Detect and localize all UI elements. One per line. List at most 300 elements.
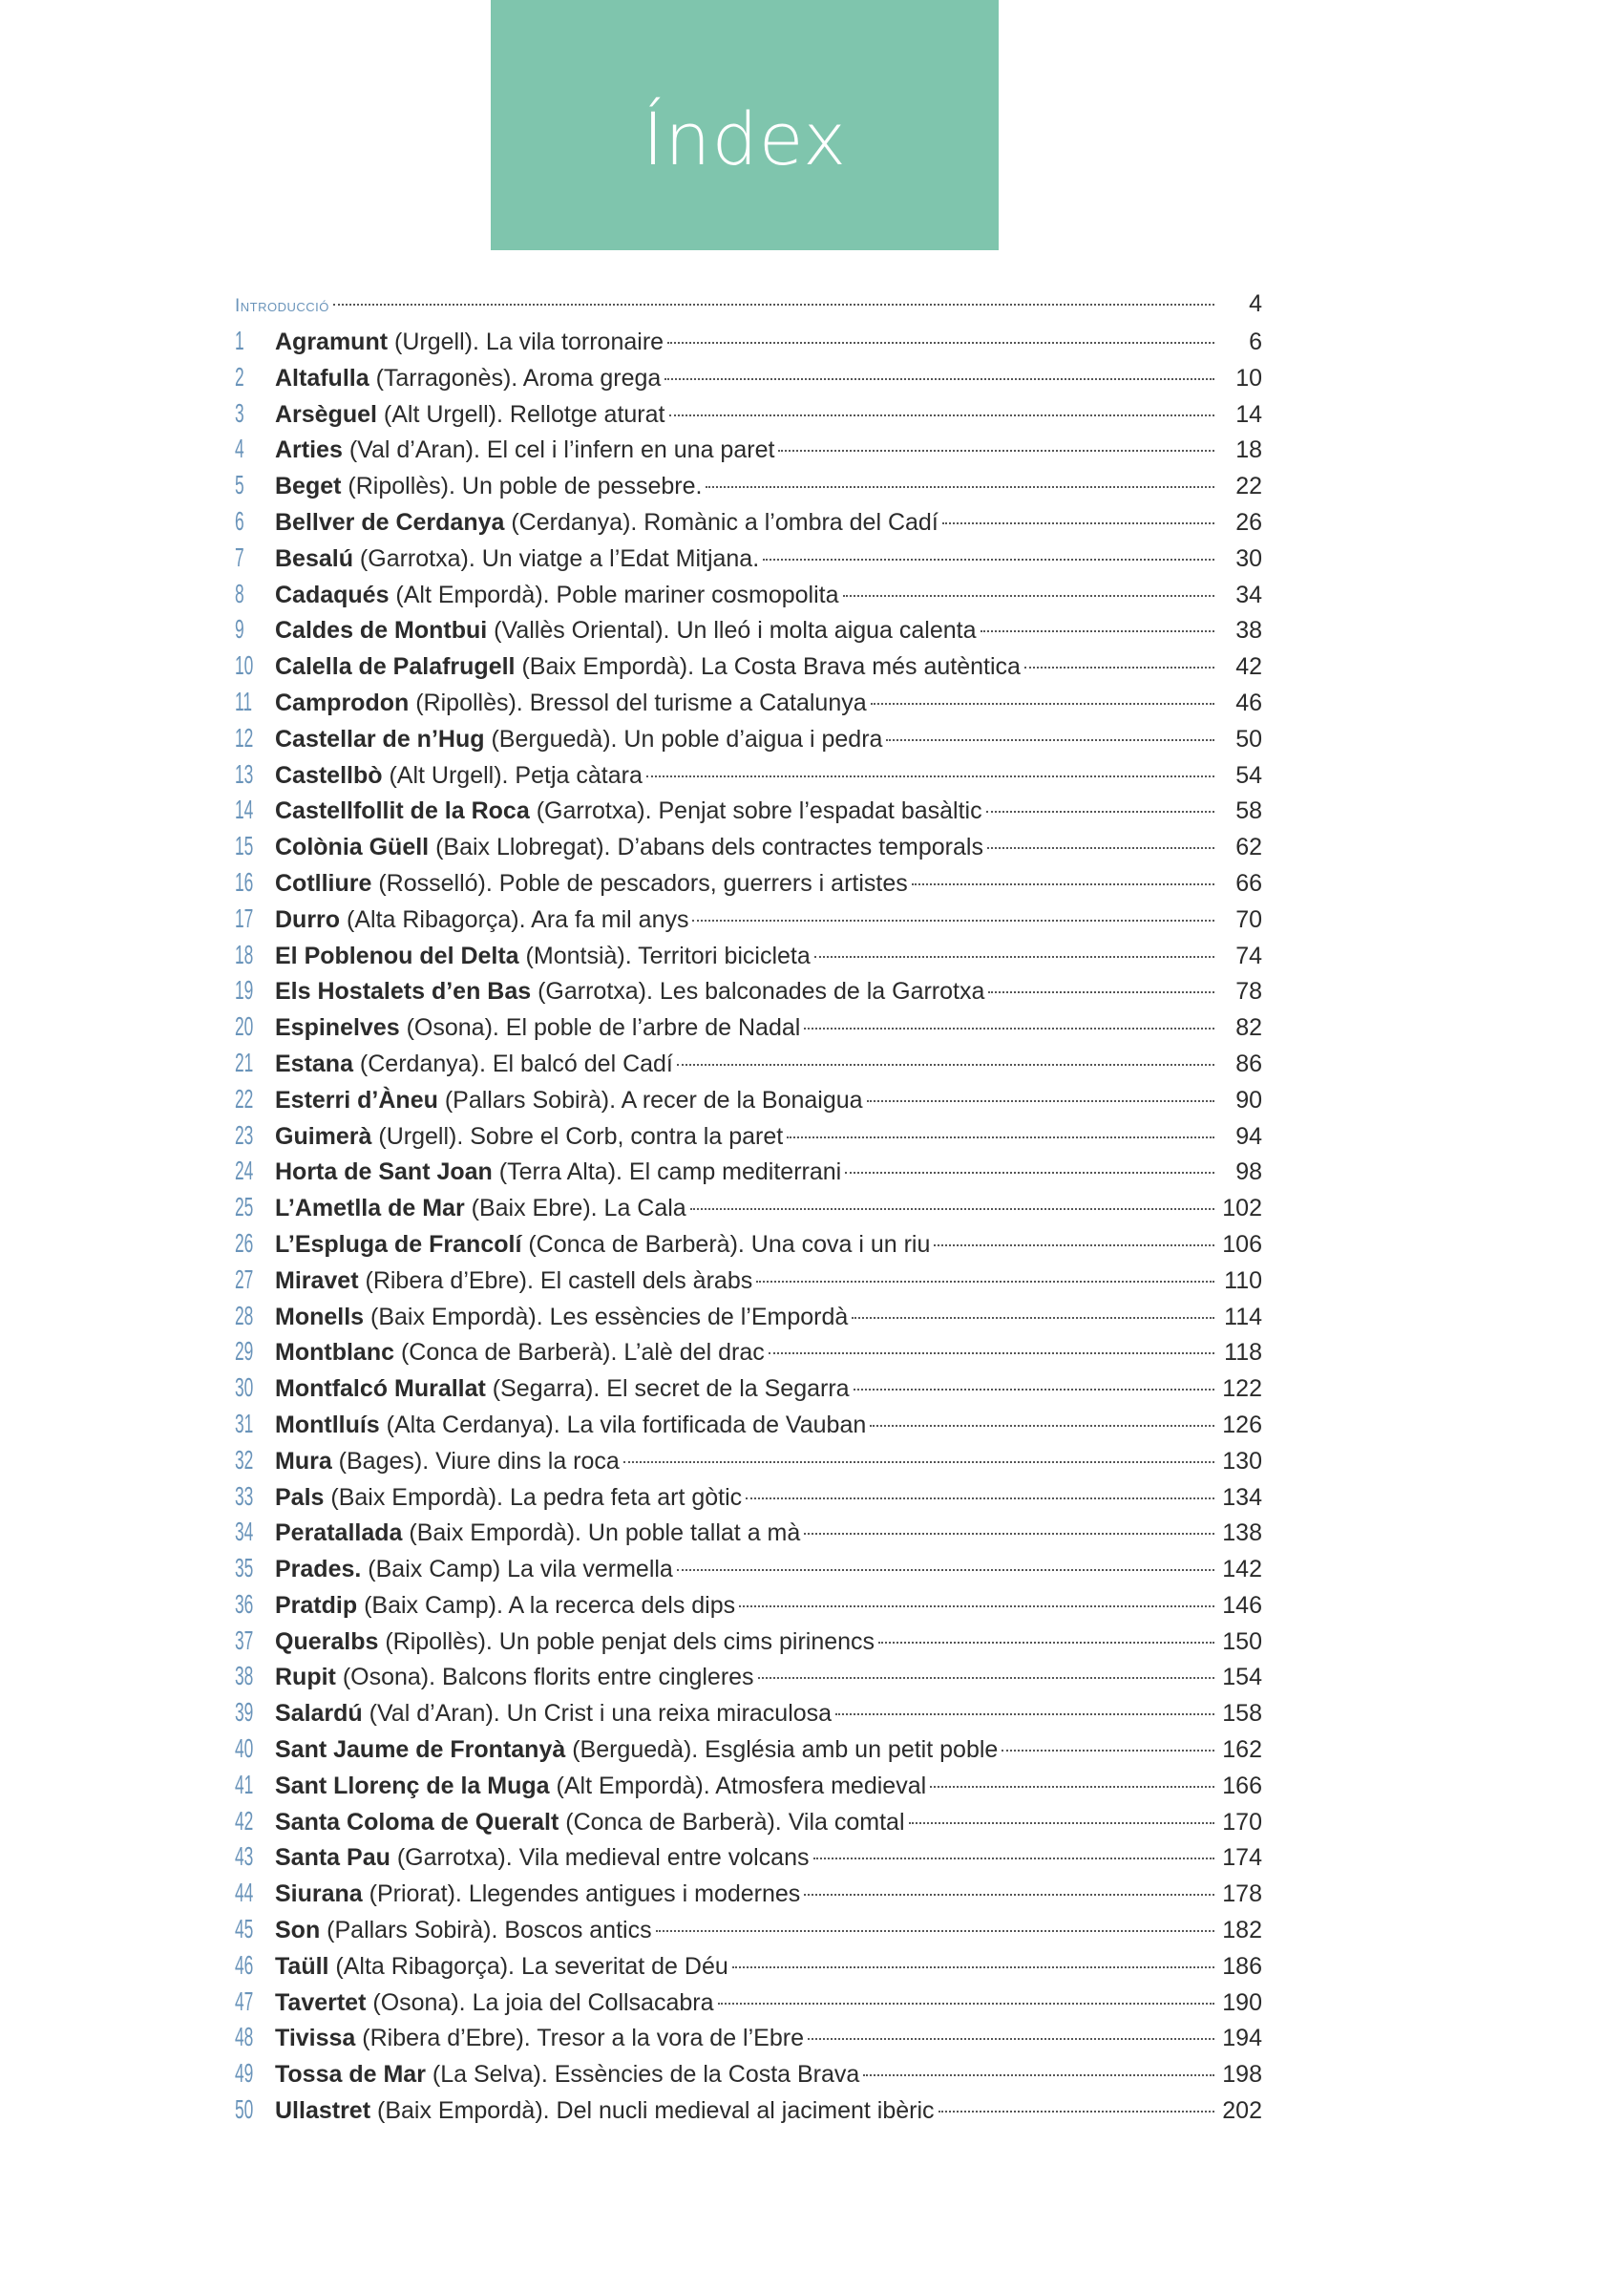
- entry-label: [275, 830, 983, 866]
- entry-label: [275, 1155, 841, 1191]
- dot-leader: [912, 883, 1214, 885]
- entry-place: Queralbs: [275, 1627, 379, 1655]
- entry-label: [275, 613, 977, 649]
- entry-description: (Segarra). El secret de la Segarra: [485, 1375, 850, 1403]
- entry-label: [275, 1010, 800, 1047]
- entry-number: 33: [235, 1480, 254, 1511]
- toc-entry: [235, 2055, 1262, 2092]
- entry-page-number: 158: [1222, 1700, 1262, 1728]
- entry-label: [275, 1516, 800, 1552]
- entry-page-number: 42: [1235, 653, 1262, 681]
- entry-label: [275, 1769, 926, 1805]
- dot-leader: [835, 1713, 1214, 1715]
- entry-number: 22: [235, 1083, 254, 1114]
- entry-label: [275, 649, 1021, 686]
- entry-page-number: 74: [1235, 942, 1262, 969]
- dot-leader: [808, 2038, 1214, 2040]
- dot-leader: [718, 2003, 1215, 2005]
- dot-leader: [934, 1244, 1214, 1246]
- entry-place: Bellver de Cerdanya: [275, 508, 505, 536]
- dot-leader: [333, 304, 1214, 306]
- entry-place: Mura: [275, 1447, 332, 1475]
- entry-number: 4: [235, 434, 244, 464]
- toc-entry: [235, 1262, 1262, 1298]
- toc-entry: [235, 1694, 1262, 1731]
- entry-page-number: 22: [1235, 473, 1262, 500]
- toc-entry: [235, 1623, 1262, 1659]
- entry-label: [275, 1371, 850, 1408]
- entry-label: [275, 1877, 800, 1913]
- entry-number: 47: [235, 1985, 254, 2016]
- entry-label: [275, 974, 984, 1010]
- entry-label: [275, 505, 939, 541]
- toc-entry: [235, 1081, 1262, 1117]
- toc-entry: [235, 395, 1262, 432]
- entry-description: (Conca de Barberà). L’alè del drac: [394, 1339, 765, 1367]
- entry-number: 48: [235, 2022, 254, 2052]
- dot-leader: [778, 450, 1214, 452]
- entry-number: 24: [235, 1156, 254, 1186]
- dot-leader: [939, 2111, 1214, 2113]
- entry-label: [275, 1047, 673, 1083]
- entry-label: [275, 1660, 754, 1696]
- dot-leader: [769, 1352, 1214, 1354]
- toc-intro-row: [235, 287, 1262, 321]
- entry-number: 7: [235, 541, 244, 572]
- dot-leader: [804, 1533, 1214, 1535]
- dot-leader: [656, 1930, 1214, 1932]
- entry-place: Castellbò: [275, 761, 383, 789]
- entry-label: [275, 578, 839, 614]
- entry-description: (Montsià). Territori bicicleta: [518, 942, 811, 969]
- toc-entry: [235, 1189, 1262, 1225]
- entry-number: 19: [235, 975, 254, 1006]
- entry-number: 44: [235, 1878, 254, 1908]
- entry-label: [275, 902, 688, 939]
- dot-leader: [843, 595, 1214, 597]
- dot-leader: [988, 991, 1214, 993]
- entry-label: [275, 722, 882, 758]
- entry-place: Calella de Palafrugell: [275, 653, 516, 681]
- toc-entry: [235, 1514, 1262, 1550]
- dot-leader: [677, 1569, 1214, 1571]
- toc-entry: [235, 684, 1262, 720]
- entry-page-number: 178: [1222, 1880, 1262, 1908]
- entry-place: Taüll: [275, 1952, 329, 1980]
- entry-label: [275, 1480, 742, 1517]
- dot-leader: [871, 703, 1214, 705]
- entry-label: [275, 1624, 875, 1661]
- entry-page-number: 202: [1222, 2097, 1262, 2125]
- entry-number: 32: [235, 1444, 254, 1475]
- entry-label: [275, 1696, 832, 1732]
- entry-label: [275, 1913, 652, 1949]
- dot-leader: [981, 630, 1214, 632]
- entry-description: (Urgell). La vila torronaire: [388, 329, 664, 355]
- intro-page-number: 4: [1249, 290, 1262, 317]
- entry-description: (Conca de Barberà). Vila comtal: [559, 1808, 905, 1836]
- entry-label: [275, 866, 908, 902]
- toc-entry: [235, 864, 1262, 901]
- toc-entry: [235, 1153, 1262, 1189]
- entry-label: [275, 1732, 998, 1769]
- entry-number: 9: [235, 614, 244, 645]
- entry-label: [275, 1300, 848, 1336]
- toc-entry: [235, 1045, 1262, 1081]
- entry-number: 1: [235, 326, 244, 355]
- entry-page-number: 82: [1235, 1014, 1262, 1042]
- entry-number: 23: [235, 1119, 254, 1150]
- dot-leader: [930, 1786, 1214, 1788]
- dot-leader: [758, 1677, 1214, 1679]
- entry-description: (Bages). Viure dins la roca: [331, 1447, 620, 1475]
- toc-entry: [235, 1767, 1262, 1803]
- dot-leader: [1024, 667, 1214, 669]
- toc-entry: [235, 648, 1262, 684]
- entry-description: (Tarragonès). Aroma grega: [369, 364, 662, 392]
- entry-page-number: 70: [1235, 905, 1262, 933]
- dot-leader: [886, 739, 1214, 741]
- entry-place: Arties: [275, 436, 343, 464]
- toc-entry: [235, 1803, 1262, 1839]
- entry-number: 6: [235, 505, 244, 536]
- entry-label: [275, 1552, 673, 1588]
- dot-leader: [667, 342, 1214, 344]
- entry-label: [275, 433, 774, 469]
- dot-leader: [664, 378, 1214, 380]
- dot-leader: [813, 1858, 1215, 1859]
- entry-description: (Ribera d’Ebre). El castell dels àrabs: [358, 1266, 753, 1294]
- entry-place: Son: [275, 1917, 321, 1944]
- toc-entry: [235, 1117, 1262, 1154]
- entry-place: Besalú: [275, 544, 353, 572]
- entry-page-number: 150: [1222, 1627, 1262, 1655]
- entry-place: Tossa de Mar: [275, 2061, 426, 2089]
- entry-description: (Priorat). Llegendes antigues i modernes: [362, 1880, 801, 1908]
- entry-description: (Osona). Balcons florits entre cingleres: [335, 1664, 754, 1691]
- entry-place: Montlluís: [275, 1411, 380, 1438]
- entry-description: (Ripollès). Un poble penjat dels cims pirinencs: [378, 1627, 875, 1655]
- entry-label: [275, 397, 665, 434]
- entry-number: 46: [235, 1949, 254, 1980]
- toc-entry: [235, 792, 1262, 828]
- dot-leader: [986, 811, 1214, 813]
- entry-label: [275, 1227, 930, 1263]
- entry-label: [275, 1949, 728, 1985]
- entry-number: 37: [235, 1624, 254, 1655]
- entry-description: (Osona). El poble de l’arbre de Nadal: [399, 1014, 801, 1042]
- entry-number: 13: [235, 758, 254, 789]
- entry-place: Els Hostalets d’en Bas: [275, 978, 532, 1006]
- entry-place: Caldes de Montbui: [275, 617, 488, 645]
- entry-number: 34: [235, 1517, 254, 1547]
- entry-description: (Alt Urgell). Petja càtara: [382, 761, 643, 789]
- entry-description: (Val d’Aran). El cel i l’infern en una paret: [342, 436, 775, 464]
- entry-place: Agramunt: [275, 329, 389, 355]
- entry-page-number: 66: [1235, 869, 1262, 897]
- toc-entry: [235, 1550, 1262, 1586]
- entry-place: Arsèguel: [275, 400, 377, 428]
- entry-number: 18: [235, 939, 254, 969]
- toc-entry: [235, 1838, 1262, 1875]
- entry-place: Horta de Sant Joan: [275, 1158, 493, 1186]
- entry-description: (Baix Empordà). Del nucli medieval al jaciment ibèric: [370, 2097, 935, 2125]
- entry-description: (Terra Alta). El camp mediterrani: [492, 1158, 842, 1186]
- toc-entry: [235, 901, 1262, 937]
- entry-number: 29: [235, 1336, 254, 1367]
- entry-description: (Baix Empordà). Un poble tallat a mà: [402, 1519, 801, 1547]
- dot-leader: [909, 1822, 1214, 1824]
- entry-page-number: 30: [1235, 544, 1262, 572]
- dot-leader: [732, 1966, 1214, 1968]
- entry-description: (Berguedà). Un poble d’aigua i pedra: [484, 725, 883, 753]
- toc-entry: [235, 937, 1262, 973]
- entry-page-number: 138: [1222, 1519, 1262, 1547]
- entry-page-number: 58: [1235, 797, 1262, 825]
- intro-label: Introducció: [235, 296, 329, 316]
- dot-leader: [787, 1136, 1214, 1138]
- entry-description: (Alt Empordà). Poble mariner cosmopolita: [389, 581, 839, 608]
- toc-entry: [235, 1586, 1262, 1623]
- entry-place: Miravet: [275, 1266, 359, 1294]
- toc-entry: [235, 467, 1262, 503]
- entry-description: (Berguedà). Església amb un petit poble: [565, 1736, 999, 1764]
- entry-place: Pratdip: [275, 1591, 358, 1619]
- entry-place: Peratallada: [275, 1519, 403, 1547]
- dot-leader: [852, 1317, 1214, 1319]
- entry-place: Cadaqués: [275, 581, 390, 608]
- entry-description: (Vallès Oriental). Un lleó i molta aigua calenta: [487, 617, 977, 645]
- entry-page-number: 154: [1222, 1664, 1262, 1691]
- entry-page-number: 26: [1235, 508, 1262, 536]
- entry-description: (Conca de Barberà). Una cova i un riu: [521, 1230, 931, 1258]
- entry-description: (Alta Ribagorça). Ara fa mil anys: [340, 905, 689, 933]
- entry-label: [275, 794, 982, 830]
- entry-number: 8: [235, 578, 244, 608]
- toc-entry: [235, 720, 1262, 756]
- dot-leader: [669, 414, 1215, 416]
- toc-entry: [235, 756, 1262, 793]
- entry-label: [275, 325, 664, 361]
- entry-place: Santa Coloma de Queralt: [275, 1808, 559, 1836]
- entry-place: Santa Pau: [275, 1844, 390, 1872]
- entry-label: [275, 1588, 735, 1624]
- entry-description: (La Selva). Essències de la Costa Brava: [425, 2061, 860, 2089]
- dot-leader: [942, 522, 1214, 524]
- entry-place: Prades.: [275, 1556, 362, 1583]
- entry-number: 49: [235, 2058, 254, 2089]
- entry-page-number: 126: [1222, 1411, 1262, 1438]
- dot-leader: [623, 1461, 1214, 1463]
- dot-leader: [763, 559, 1214, 561]
- dot-leader: [863, 2074, 1214, 2076]
- entry-place: Tivissa: [275, 2025, 356, 2052]
- entry-description: (Cerdanya). El balcó del Cadí: [352, 1050, 673, 1077]
- dot-leader: [845, 1172, 1214, 1174]
- entry-page-number: 198: [1222, 2061, 1262, 2089]
- entry-place: El Poblenou del Delta: [275, 942, 519, 969]
- dot-leader: [746, 1497, 1214, 1499]
- entry-place: Montblanc: [275, 1339, 394, 1367]
- entry-page-number: 6: [1249, 329, 1262, 355]
- dot-leader: [878, 1642, 1214, 1644]
- entry-number: 42: [235, 1805, 254, 1836]
- toc-entry: [235, 1911, 1262, 1947]
- entry-number: 2: [235, 361, 244, 392]
- toc-entry: [235, 1333, 1262, 1370]
- entry-description: (Rosselló). Poble de pescadors, guerrers i artistes: [371, 869, 908, 897]
- entry-place: Altafulla: [275, 364, 369, 392]
- entry-description: (Garrotxa). Penjat sobre l’espadat basàltic: [529, 797, 982, 825]
- entry-place: L’Ametlla de Mar: [275, 1195, 465, 1222]
- entry-label: [275, 2093, 935, 2130]
- entry-place: Montfalcó Murallat: [275, 1375, 486, 1403]
- toc-entry: [235, 1947, 1262, 1984]
- entry-label: [275, 2057, 859, 2093]
- entry-label: [275, 1444, 620, 1480]
- title-banner: [491, 0, 999, 250]
- entry-place: Tavertet: [275, 1988, 367, 2016]
- entry-label: [275, 1985, 714, 2022]
- toc-entry: [235, 323, 1262, 359]
- entry-place: L’Espluga de Francolí: [275, 1230, 522, 1258]
- entry-page-number: 130: [1222, 1447, 1262, 1475]
- entry-number: 35: [235, 1553, 254, 1583]
- entry-label: [275, 1805, 905, 1841]
- entry-description: (Baix Camp) La vila vermella: [361, 1556, 673, 1583]
- toc-entry: [235, 503, 1262, 540]
- toc-entry: [235, 1406, 1262, 1442]
- entry-place: Salardú: [275, 1700, 363, 1728]
- entry-page-number: 174: [1222, 1844, 1262, 1872]
- entry-place: Siurana: [275, 1880, 363, 1908]
- dot-leader: [804, 1894, 1214, 1896]
- entry-number: 12: [235, 722, 254, 753]
- entry-number: 28: [235, 1300, 254, 1330]
- toc-entry: [235, 1370, 1262, 1406]
- entry-page-number: 102: [1222, 1195, 1262, 1222]
- page-title: Índex: [642, 96, 848, 181]
- toc-entry: [235, 2019, 1262, 2055]
- entry-number: 39: [235, 1697, 254, 1728]
- entry-description: (Pallars Sobirà). Boscos antics: [320, 1917, 652, 1944]
- entry-page-number: 46: [1235, 689, 1262, 716]
- toc-entry: [235, 1298, 1262, 1334]
- entry-place: Castellar de n’Hug: [275, 725, 485, 753]
- entry-label: [275, 1119, 783, 1156]
- entry-number: 14: [235, 795, 254, 825]
- entry-label: [275, 1083, 863, 1119]
- entry-number: 31: [235, 1408, 254, 1438]
- entry-page-number: 162: [1222, 1736, 1262, 1764]
- entry-page-number: 146: [1222, 1591, 1262, 1619]
- entry-number: 15: [235, 831, 254, 861]
- entry-place: Sant Jaume de Frontanyà: [275, 1736, 566, 1764]
- toc-entry: [235, 1478, 1262, 1515]
- entry-page-number: 18: [1235, 436, 1262, 464]
- entry-description: (Cerdanya). Romànic a l’ombra del Cadí: [504, 508, 939, 536]
- dot-leader: [804, 1028, 1214, 1030]
- entry-page-number: 110: [1224, 1266, 1262, 1294]
- entry-page-number: 134: [1222, 1483, 1262, 1511]
- entry-description: (Alt Urgell). Rellotge aturat: [376, 400, 665, 428]
- entry-number: 3: [235, 397, 244, 428]
- entry-description: (Pallars Sobirà). A recer de la Bonaigua: [437, 1086, 863, 1114]
- entry-label: [275, 2021, 804, 2057]
- entry-description: (Baix Empordà). La Costa Brava més autèntica: [515, 653, 1021, 681]
- dot-leader: [814, 956, 1214, 958]
- entry-number: 20: [235, 1011, 254, 1042]
- entry-page-number: 194: [1222, 2025, 1262, 2052]
- entry-description: (Val d’Aran). Un Crist i una reixa miraculosa: [362, 1700, 833, 1728]
- entry-page-number: 50: [1235, 725, 1262, 753]
- entry-page-number: 86: [1235, 1050, 1262, 1077]
- entry-label: [275, 1263, 752, 1300]
- entry-number: 30: [235, 1372, 254, 1403]
- entry-description: (Urgell). Sobre el Corb, contra la paret: [371, 1122, 784, 1150]
- dot-leader: [854, 1389, 1214, 1391]
- entry-place: Ullastret: [275, 2097, 371, 2125]
- entry-label: [275, 1191, 686, 1227]
- toc-entry: [235, 1875, 1262, 1911]
- dot-leader: [867, 1100, 1214, 1102]
- entry-number: 5: [235, 470, 244, 500]
- entry-label: [275, 1840, 810, 1877]
- entry-place: Camprodon: [275, 689, 410, 716]
- entry-label: [275, 686, 867, 722]
- entry-label: [275, 1335, 765, 1371]
- entry-page-number: 38: [1235, 617, 1262, 645]
- entry-number: 41: [235, 1769, 254, 1799]
- entry-place: Durro: [275, 905, 341, 933]
- dot-leader: [987, 847, 1214, 849]
- entry-description: (Garrotxa). Vila medieval entre volcans: [390, 1844, 810, 1872]
- entry-page-number: 106: [1222, 1230, 1262, 1258]
- entry-number: 40: [235, 1733, 254, 1764]
- entry-page-number: 90: [1235, 1086, 1262, 1114]
- entry-page-number: 14: [1235, 400, 1262, 428]
- entry-description: (Baix Empordà). Les essències de l’Empordà: [364, 1303, 849, 1330]
- entry-number: 27: [235, 1263, 254, 1294]
- dot-leader: [706, 486, 1214, 488]
- entry-page-number: 122: [1222, 1375, 1262, 1403]
- entry-number: 25: [235, 1192, 254, 1222]
- entry-place: Guimerà: [275, 1122, 372, 1150]
- dot-leader: [677, 1064, 1214, 1066]
- toc-entry: [235, 2092, 1262, 2128]
- dot-leader: [756, 1281, 1214, 1283]
- entry-number: 26: [235, 1227, 254, 1258]
- entry-number: 10: [235, 650, 254, 681]
- entry-description: (Baix Empordà). La pedra feta art gòtic: [324, 1483, 743, 1511]
- entry-page-number: 118: [1224, 1339, 1262, 1367]
- entry-description: (Ripollès). Bressol del turisme a Catalunya: [409, 689, 867, 716]
- entry-place: Estana: [275, 1050, 353, 1077]
- entry-description: (Osona). La joia del Collsacabra: [366, 1988, 714, 2016]
- entry-place: Esterri d’Àneu: [275, 1086, 438, 1114]
- entry-description: (Baix Camp). A la recerca dels dips: [357, 1591, 736, 1619]
- toc-entry: [235, 1984, 1262, 2020]
- entry-page-number: 186: [1222, 1952, 1262, 1980]
- toc-entry: [235, 1731, 1262, 1767]
- entry-description: (Garrotxa). Un viatge a l’Edat Mitjana.: [352, 544, 760, 572]
- entry-page-number: 166: [1222, 1772, 1262, 1799]
- entry-description: (Baix Ebre). La Cala: [464, 1195, 686, 1222]
- toc-entry: [235, 359, 1262, 395]
- dot-leader: [739, 1605, 1214, 1607]
- entry-number: 38: [235, 1661, 254, 1691]
- entry-place: Monells: [275, 1303, 365, 1330]
